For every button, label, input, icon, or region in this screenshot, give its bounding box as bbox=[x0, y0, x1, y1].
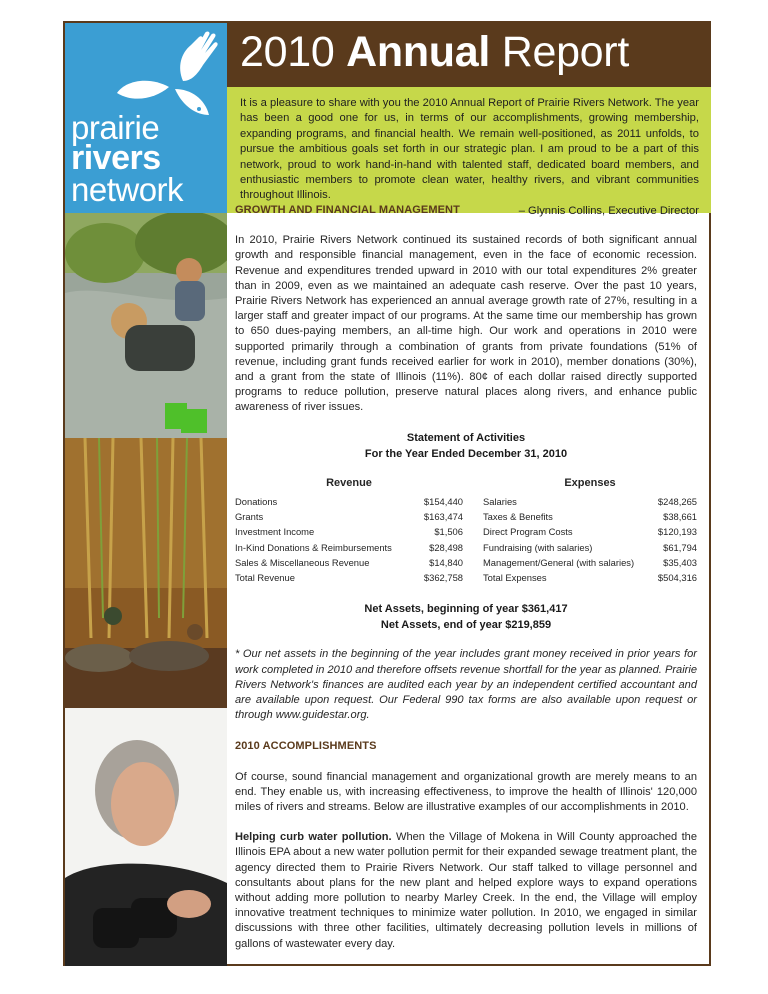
table-row: Grants $163,474 bbox=[235, 510, 463, 522]
page-title: 2010 Annual Report bbox=[240, 28, 629, 76]
logo-word-rivers: rivers bbox=[71, 139, 161, 177]
revenue-header: Revenue bbox=[326, 476, 372, 489]
logo bbox=[65, 23, 227, 213]
expenses-column bbox=[483, 476, 697, 586]
children-river-photo bbox=[65, 213, 227, 438]
main-content bbox=[235, 203, 697, 952]
accomplishment-item-title: Helping curb water pollution. bbox=[235, 831, 392, 844]
logo-word-network: network bbox=[71, 171, 184, 208]
report-frame bbox=[63, 21, 711, 966]
statement-title: Statement of Activities For the Year Ended December 31, 2010 bbox=[364, 431, 568, 460]
table-row: Total Expenses $504,316 bbox=[483, 572, 697, 584]
financial-note: * Our net assets in the beginning of the year includes grant money received in prior years for work completed in 2010 and therefore offsets revenue shortfall for the year as planned. Prairie Rivers Network's finances are audited each year by an independent certified accountant and are available upon request. Our Federal 990 tax forms are also available upon request or through www.guidestar.org. bbox=[235, 648, 697, 722]
woman-binoculars-photo bbox=[65, 708, 227, 966]
net-assets-begin: Net Assets, beginning of year $361,417 bbox=[364, 603, 568, 616]
title-bar bbox=[227, 23, 711, 87]
table-row: Sales & Miscellaneous Revenue $14,840 bbox=[235, 556, 463, 568]
revenue-column bbox=[235, 476, 463, 586]
table-row: Donations $154,440 bbox=[235, 495, 463, 507]
growth-paragraph: In 2010, Prairie Rivers Network continued its sustained records of both significant annual growth and responsible financial management, even in the face of economic recession. Revenue and expenditures trended upward in 2010 with our total expenditures 2% greater than in 2009, even as we maintained an adequate cash reserve. Over the past 10 years, Prairie Rivers Network has experienced an annual average growth rate of 27%, resulting in a larger staff and greater impact of our programs. At the same time our membership has grown to 650 dues-paying members, an all-time high. Our work and operations in 2010 were supported primarily through a combination of grants from private foundations (51% of revenue, including grant funds received earlier for work in 2010), member donations (30%), and a grant from the state of Illinois (11%). 80¢ of each dollar raised directly supported programs to reduce pollution, preserve natural places along rivers, and enhance public awareness of river issues. bbox=[235, 234, 697, 414]
financial-table bbox=[235, 476, 697, 586]
net-assets-end: Net Assets, end of year $219,859 bbox=[380, 619, 552, 632]
net-assets bbox=[235, 601, 697, 633]
table-row: Management/General (with salaries) $35,403 bbox=[483, 556, 697, 568]
hand-leaf-fish-icon bbox=[65, 23, 227, 123]
accomplishments-heading: 2010 ACCOMPLISHMENTS bbox=[235, 740, 377, 753]
intro-signature: – Glynnis Collins, Executive Director bbox=[518, 204, 699, 217]
table-row: Investment Income $1,506 bbox=[235, 526, 463, 538]
photo-column bbox=[65, 213, 227, 966]
accomplishment-item-text: When the Village of Mokena in Will County approached the Illinois EPA about a new water pollution permit for their expanded sewage treatment plant, the agency directed them to Prairie Rivers Network. Our staff talked to village personnel and consultants about plans for the new plant and helped explore ways to expand operations without adding more pollution to nearby Marley Creek. In the end, the Village will employ innovative treatment techniques to minimize water pollution. In 2010, we engaged in similar discussions with three other facilities, ultimately decreasing pollution levels in millions of gallons of wastewater every day. bbox=[235, 831, 697, 950]
intro-box bbox=[227, 87, 711, 217]
table-row: Fundraising (with salaries) $61,794 bbox=[483, 541, 697, 553]
growth-heading: GROWTH AND FINANCIAL MANAGEMENT bbox=[235, 204, 460, 216]
table-row: In-Kind Donations & Reimbursements $28,498 bbox=[235, 541, 463, 553]
expenses-header: Expenses bbox=[564, 476, 616, 489]
accomplishment-item bbox=[235, 830, 697, 952]
table-row: Taxes & Benefits $38,661 bbox=[483, 510, 697, 522]
table-row: Salaries $248,265 bbox=[483, 495, 697, 507]
ducks-reeds-photo bbox=[65, 438, 227, 708]
logo-word-prairie: prairie bbox=[71, 109, 160, 146]
table-row: Direct Program Costs $120,193 bbox=[483, 526, 697, 538]
table-row: Total Revenue $362,758 bbox=[235, 572, 463, 584]
intro-text: It is a pleasure to share with you the 2010 Annual Report of Prairie Rivers Network. The year has been a good one for us, in terms of our accomplishments, growing membership, expanding programs, and financial health. We remain well-positioned, as 2011 unfolds, to pursue the ambitious goals set forth in our strategic plan. I am proud to be a part of this network, proud to work hand-in-hand with talented staff, dedicated board members, and enthusiastic members to promote clean water, healthy rivers, and vibrant communities throughout Illinois. bbox=[240, 97, 699, 202]
accomplishments-paragraph: Of course, sound financial management and organizational growth are merely means to an end. They enable us, with increasing effectiveness, to improve the health of Illinois' 120,000 miles of rivers and streams. Below are illustrative examples of our accomplishments in 2010. bbox=[235, 770, 697, 814]
